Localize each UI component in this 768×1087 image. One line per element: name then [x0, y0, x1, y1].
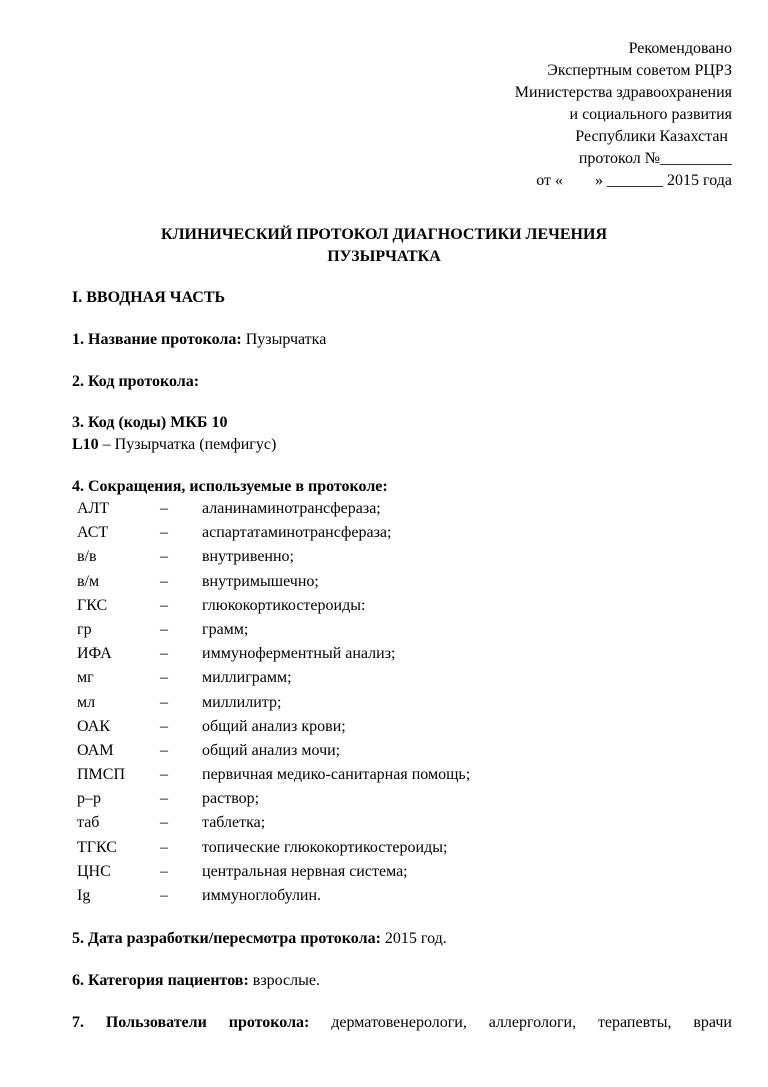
abbreviation-dash: –: [160, 741, 168, 759]
abbreviation-row: [72, 885, 692, 909]
abbreviation-description: иммуноглобулин.: [202, 887, 322, 904]
icd-code-line: [72, 434, 276, 456]
title-line: ПУЗЫРЧАТКА: [327, 248, 441, 265]
abbreviation-description: иммуноферментный анализ;: [202, 645, 396, 663]
approval-block: [515, 38, 732, 192]
abbreviation-description: топические глюкокортикостероиды;: [202, 838, 448, 856]
abbreviations-list: [72, 498, 692, 909]
abbreviation-code: Ig: [77, 887, 91, 904]
abbreviation-description: миллиграмм;: [202, 669, 292, 687]
abbreviation-row: [72, 837, 692, 861]
protocol-users-word: Пользователи: [105, 1014, 207, 1031]
abbreviation-dash: –: [160, 524, 168, 542]
abbreviation-code: АЛТ: [77, 500, 110, 517]
development-date-value: 2015 год.: [380, 930, 447, 947]
section-heading: I. ВВОДНАЯ ЧАСТЬ: [72, 289, 226, 306]
abbreviation-row: [72, 740, 692, 764]
abbreviation-row: [72, 812, 692, 836]
development-date-label: 5. Дата разработки/пересмотра протокола:: [72, 930, 381, 947]
abbreviation-code: ОАК: [77, 717, 110, 735]
abbreviation-description: центральная нервная система;: [202, 862, 408, 880]
abbreviation-dash: –: [160, 669, 168, 687]
abbreviation-dash: –: [160, 500, 168, 517]
approval-line: и социального развития: [569, 106, 732, 123]
abbreviation-row: [72, 861, 692, 885]
approval-line: от « » _______ 2015 года: [536, 172, 732, 189]
abbreviation-dash: –: [160, 862, 168, 880]
protocol-name-value: Пузырчатка: [241, 331, 327, 348]
abbreviation-dash: –: [160, 717, 168, 735]
protocol-users-word: 7.: [72, 1014, 84, 1031]
abbreviation-code: в/в: [77, 548, 97, 566]
icd-codes-label: 3. Код (коды) МКБ 10: [72, 414, 228, 431]
abbreviation-row: [72, 546, 692, 570]
abbreviation-code: таб: [77, 814, 100, 832]
icd-codes: [72, 412, 276, 456]
abbreviation-description: внутривенно;: [202, 548, 294, 566]
abbreviation-dash: –: [160, 620, 168, 638]
abbreviation-description: аспартатаминотрансфераза;: [202, 524, 392, 542]
abbreviation-dash: –: [160, 838, 168, 856]
icd-code-desc: – Пузырчатка (пемфигус): [98, 436, 277, 453]
abbreviation-row: [72, 764, 692, 788]
protocol-users-word: дерматовенерологи,: [331, 1014, 467, 1031]
abbreviation-description: первичная медико-санитарная помощь;: [202, 766, 471, 784]
abbreviation-description: глюкокортикостероиды:: [202, 596, 366, 614]
abbreviation-code: ТГКС: [77, 838, 117, 856]
abbreviation-description: раствор;: [202, 790, 260, 808]
abbreviation-row: [72, 692, 692, 716]
patient-category-value: взрослые.: [248, 972, 320, 989]
abbreviation-code: гр: [77, 620, 92, 638]
approval-line: Рекомендовано: [628, 40, 732, 57]
abbreviation-code: ОАМ: [77, 741, 114, 759]
approval-line: Экспертным советом РЦРЗ: [547, 62, 732, 79]
document-title: [0, 224, 768, 268]
protocol-name-label: 1. Название протокола:: [72, 331, 242, 348]
abbreviations-heading: 4. Сокращения, используемые в протоколе:: [72, 478, 388, 495]
abbreviation-code: мг: [77, 669, 94, 687]
abbreviation-dash: –: [160, 693, 168, 711]
abbreviation-description: общий анализ крови;: [202, 717, 346, 735]
abbreviation-row: [72, 571, 692, 595]
abbreviation-code: р–р: [77, 790, 101, 808]
abbreviation-description: миллилитр;: [202, 693, 282, 711]
abbreviation-description: аланинаминотрансфераза;: [202, 500, 381, 517]
abbreviation-description: внутримышечно;: [202, 572, 319, 590]
approval-line: Министерства здравоохранения: [514, 84, 732, 101]
approval-line: Республики Казахстан: [575, 128, 732, 145]
patient-category-label: 6. Категория пациентов:: [72, 972, 249, 989]
abbreviation-description: грамм;: [202, 620, 249, 638]
abbreviation-code: ПМСП: [77, 766, 126, 784]
abbreviation-description: общий анализ мочи;: [202, 741, 341, 759]
abbreviation-row: [72, 498, 692, 522]
protocol-users-word: терапевты,: [597, 1014, 672, 1031]
abbreviation-code: ГКС: [77, 596, 108, 614]
abbreviation-code: ИФА: [77, 645, 112, 663]
abbreviation-row: [72, 643, 692, 667]
abbreviation-dash: –: [160, 572, 168, 590]
abbreviation-code: АСТ: [77, 524, 109, 542]
abbreviation-code: мл: [77, 693, 96, 711]
abbreviation-dash: –: [160, 790, 168, 808]
abbreviation-dash: –: [160, 766, 168, 784]
abbreviation-dash: –: [160, 814, 168, 832]
protocol-users-word: аллергологи,: [488, 1014, 577, 1031]
icd-code: L10: [72, 436, 99, 453]
protocol-users-word: протокола:: [228, 1014, 310, 1031]
abbreviation-row: [72, 619, 692, 643]
abbreviation-row: [72, 788, 692, 812]
patient-category: [72, 970, 320, 992]
abbreviation-dash: –: [160, 645, 168, 663]
abbreviation-row: [72, 522, 692, 546]
abbreviation-dash: –: [160, 596, 168, 614]
protocol-users: [72, 1012, 732, 1034]
approval-line: протокол №_________: [578, 150, 732, 167]
abbreviation-row: [72, 595, 692, 619]
abbreviation-row: [72, 716, 692, 740]
abbreviation-dash: –: [160, 887, 168, 904]
title-line: КЛИНИЧЕСКИЙ ПРОТОКОЛ ДИАГНОСТИКИ ЛЕЧЕНИЯ: [160, 226, 607, 243]
protocol-name: [72, 329, 326, 351]
abbreviation-row: [72, 667, 692, 691]
abbreviation-code: в/м: [77, 572, 100, 590]
protocol-users-word: врачи: [693, 1014, 732, 1031]
abbreviation-description: таблетка;: [202, 814, 266, 832]
protocol-code-label: 2. Код протокола:: [72, 373, 200, 390]
abbreviation-code: ЦНС: [77, 862, 111, 880]
development-date: [72, 928, 447, 950]
abbreviation-dash: –: [160, 548, 168, 566]
